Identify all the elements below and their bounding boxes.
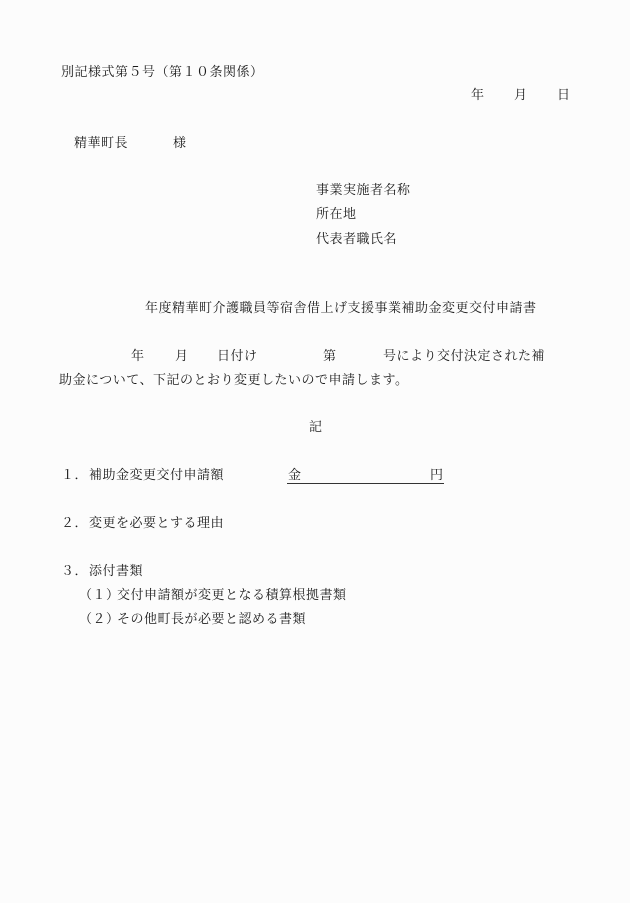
- address-label: 所在地: [316, 207, 357, 222]
- amount-field[interactable]: [287, 467, 444, 484]
- body-number-prefix: 第: [323, 349, 337, 364]
- date-day-label: 日: [557, 88, 571, 103]
- subitem-2-label: その他町長が必要と認める書類: [117, 612, 307, 627]
- subitem-2-number: （２）: [79, 612, 120, 627]
- addressee-honorific: 様: [173, 136, 187, 151]
- amount-suffix: 円: [430, 468, 444, 483]
- business-name-label: 事業実施者名称: [316, 183, 411, 198]
- amount-prefix: 金: [288, 468, 302, 483]
- item-2-number: ２．: [61, 516, 89, 531]
- item-1-number: １．: [61, 468, 89, 483]
- item-3-label: 添付書類: [89, 564, 144, 579]
- ki-label: 記: [309, 420, 323, 435]
- subitem-1-number: （１）: [79, 588, 120, 603]
- date-year-label: 年: [471, 88, 485, 103]
- date-month-label: 月: [514, 88, 528, 103]
- addressee-name: 精華町長: [74, 136, 129, 151]
- representative-label: 代表者職氏名: [316, 232, 398, 247]
- body-month-label: 月: [175, 349, 189, 364]
- body-year-label: 年: [131, 349, 145, 364]
- item-3-number: ３．: [61, 564, 89, 579]
- body-line1-rest: 号により交付決定された補: [383, 349, 546, 364]
- item-2-label: 変更を必要とする理由: [89, 516, 225, 531]
- body-line2: 助金について、下記のとおり変更したいので申請します。: [59, 373, 409, 388]
- body-date-suffix: 日付け: [217, 349, 258, 364]
- form-number: 別記様式第５号（第１０条関係）: [61, 65, 264, 80]
- item-1-label: 補助金変更交付申請額: [89, 468, 225, 483]
- subitem-1-label: 交付申請額が変更となる積算根拠書類: [117, 588, 347, 603]
- document-title: 年度精華町介護職員等宿舎借上げ支援事業補助金変更交付申請書: [145, 301, 537, 316]
